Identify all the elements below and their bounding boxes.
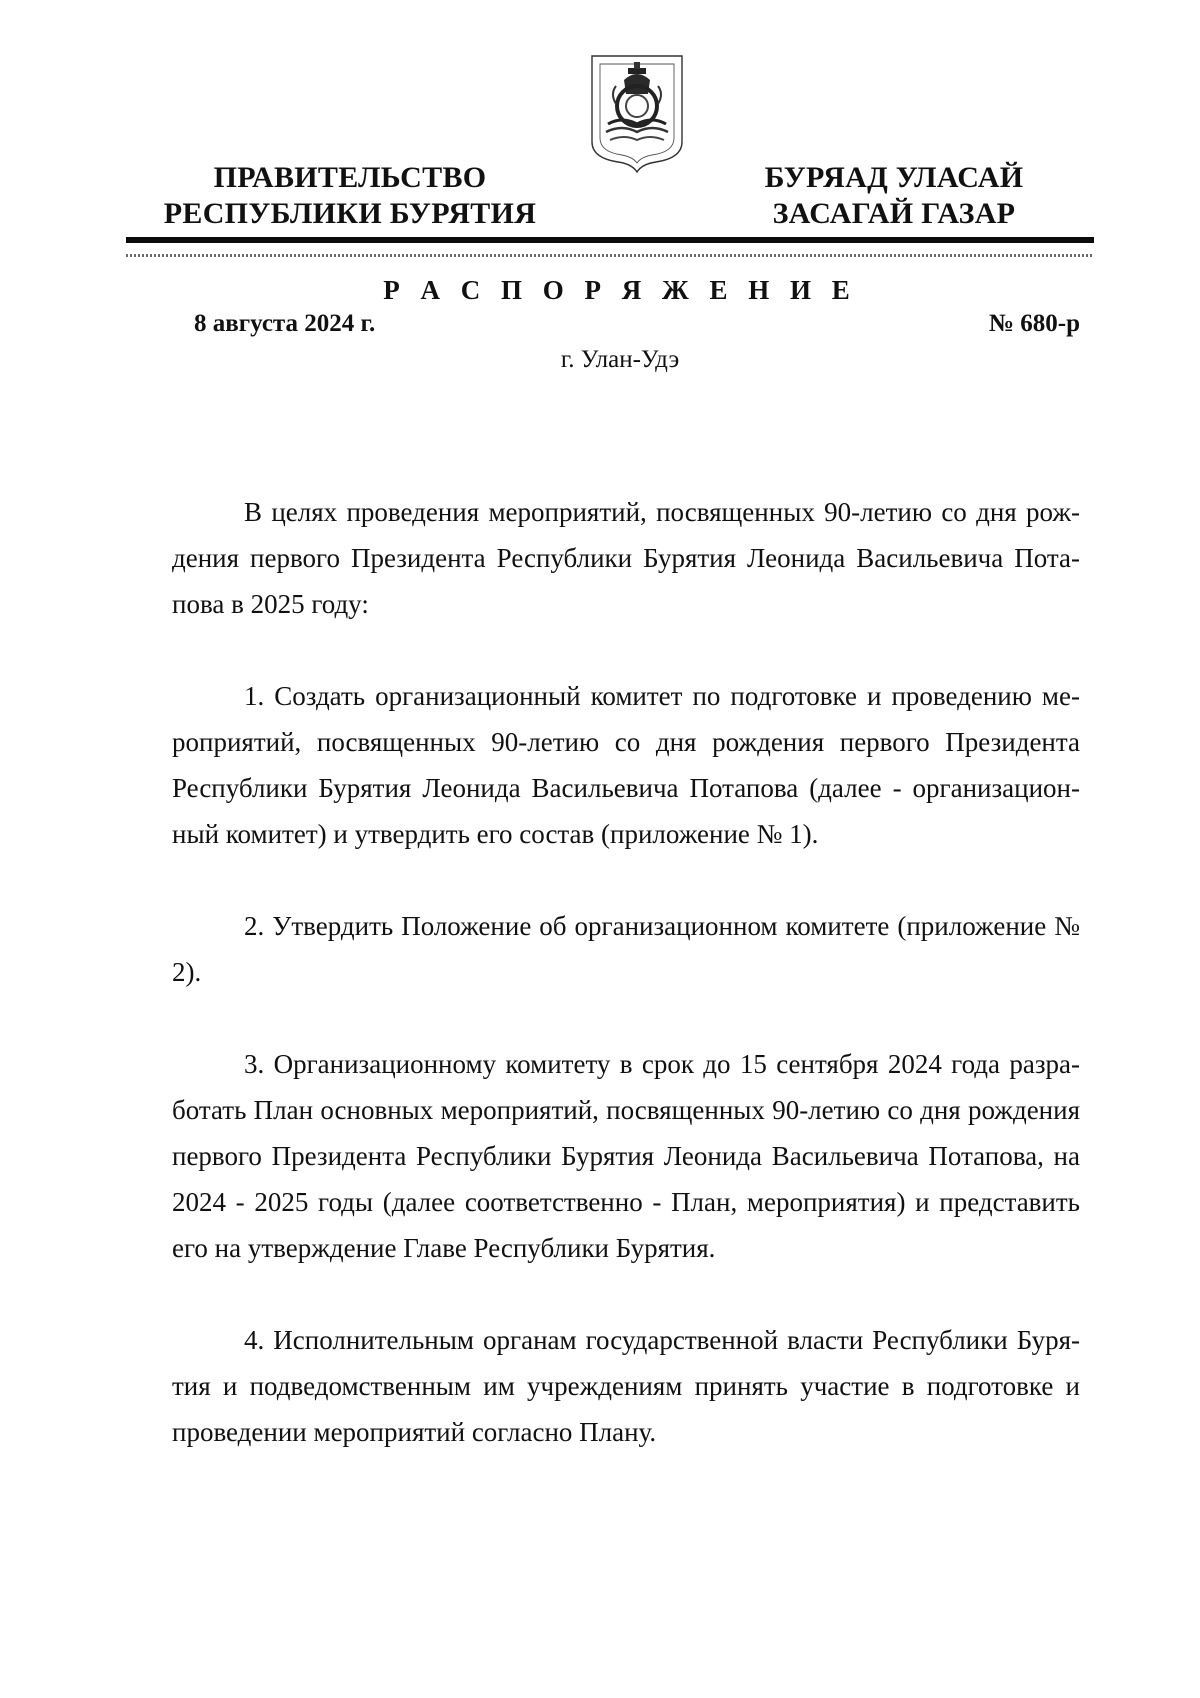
coat-of-arms-icon [590,54,684,174]
government-name-buryat [724,160,1064,232]
header-divider-thick [126,237,1094,243]
document-city: г. Улан-Удэ [560,346,680,373]
document-date: 8 августа 2024 г. [194,310,376,337]
preamble-paragraph: В целях проведения мероприятий, посвященных 90-летию со дня рождения первого Президента Республики Бурятия Леонида Васильевича Потапова в 2025 году: [172,497,1080,619]
header-divider-thin [126,254,1094,257]
government-name-russian [150,160,550,232]
clause-4-paragraph: 4. Исполнительным органам государственной власти Республики Бурятия и подведомственным им учреждениям принять участие в подготовке и проведении мероприятий согласно Плану. [172,1325,1080,1447]
government-name-line-2: РЕСПУБЛИКИ БУРЯТИЯ [163,197,537,230]
document-number: № 680-р [988,310,1080,337]
clause-3-paragraph: 3. Организационному комитету в срок до 15 сентября 2024 года разработать План основных мероприятий, посвященных 90-летию со дня рождения первого Президента Республики Бурятия Леонида Васильевича Потапова, на 2024 - 2025 годы (далее соответственно - План, мероприятия) и представить его на утверждение Главе Республики Бурятия. [172,1049,1080,1263]
government-name-buryat-line-1: БУРЯАД УЛАСАЙ [764,161,1024,194]
document-body [172,489,1080,1455]
clause-1-paragraph: 1. Создать организационный комитет по подготовке и проведению мероприятий, посвященных 90-летию со дня рождения первого Президента Республики Бурятия Леонида Васильевича Потапова (далее - организационный комитет) и утвердить его состав (приложение № 1). [172,681,1080,849]
government-name-buryat-line-2: ЗАСАГАЙ ГАЗАР [772,197,1016,230]
document-type-title: Р А С П О Р Я Ж Е Н И Е [383,275,857,305]
clause-2-paragraph: 2. Утвердить Положение об организационном комитете (приложение № 2). [172,911,1080,987]
government-name-line-1: ПРАВИТЕЛЬСТВО [213,161,487,194]
